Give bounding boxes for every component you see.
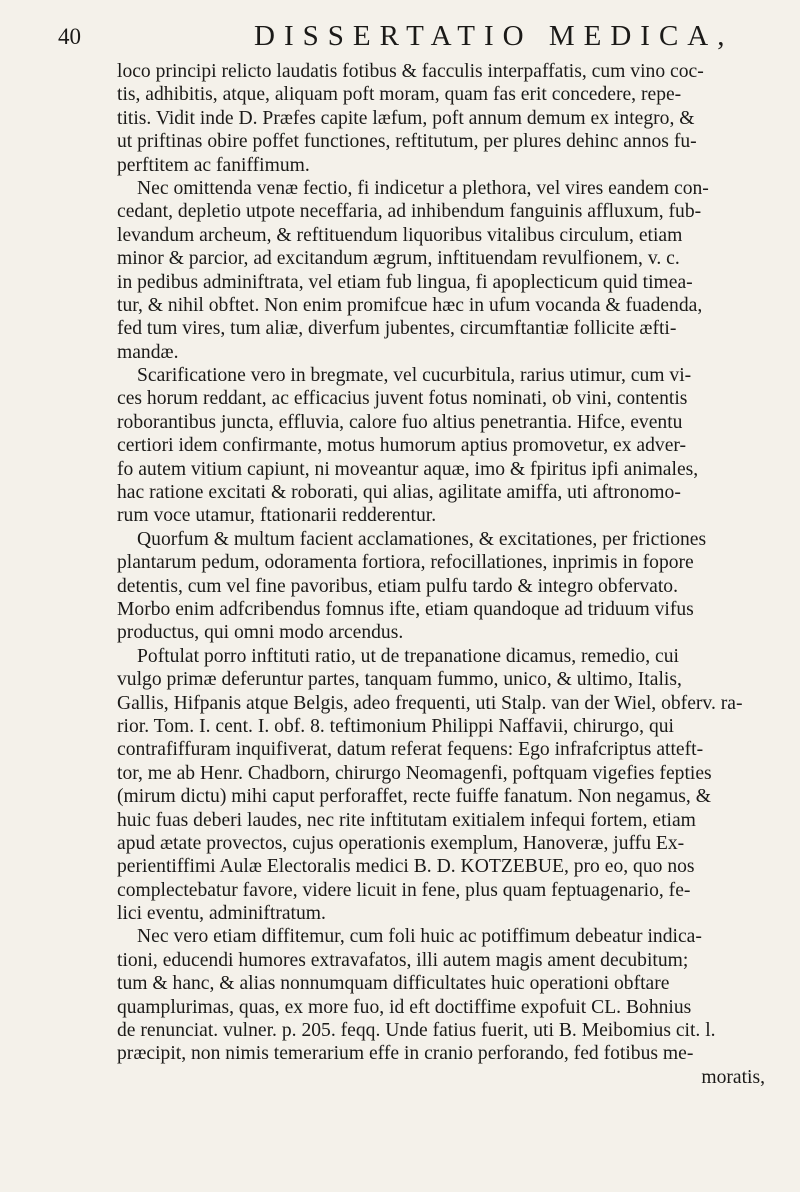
text-line: tum & hanc, & alias nonnumquam difficultates huic operationi obftare xyxy=(117,973,670,995)
text-line: perftitem ac faniffimum. xyxy=(117,154,310,176)
text-line: tioni, educendi humores extravafatos, illi autem magis ament decubitum; xyxy=(117,949,689,971)
catchword: moratis, xyxy=(701,1066,765,1088)
text-line: detentis, cum vel fine pavoribus, etiam pulfu tardo & integro obfervato. xyxy=(117,575,678,597)
text-line: Scarificatione vero in bregmate, vel cucurbitula, rarius utimur, cum vi- xyxy=(137,365,692,387)
text-line: in pedibus adminiftrata, vel etiam fub lingua, fi apoplecticum quid timea- xyxy=(117,271,693,293)
text-line: complectebatur favore, videre licuit in fene, plus quam feptuagenario, fe- xyxy=(117,879,691,901)
page-number: 40 xyxy=(58,24,81,49)
text-line: hac ratione excitati & roborati, qui alias, agilitate amiffa, uti aftronomo- xyxy=(117,482,681,504)
text-line: loco principi relicto laudatis fotibus & facculis interpaffatis, cum vino coc- xyxy=(117,61,704,82)
text-line: rior. Tom. I. cent. I. obf. 8. teftimonium Philippi Naffavii, chirurgo, qui xyxy=(117,715,674,737)
text-line: tor, me ab Henr. Chadborn, chirurgo Neomagenfi, poftquam vigefies fepties xyxy=(117,762,712,784)
text-line: Nec omittenda venæ fectio, fi indicetur a plethora, vel vires eandem con- xyxy=(137,177,709,199)
text-line: ces horum reddant, ac efficacius juvent fotus nominati, ob vini, contentis xyxy=(117,388,688,410)
text-line: lici eventu, adminiftratum. xyxy=(117,903,326,925)
text-line: minor & parcior, ad excitandum ægrum, inftituendam revulfionem, v. c. xyxy=(117,248,680,270)
text-line: certiori idem confirmante, motus humorum aptius promovetur, ex adver- xyxy=(117,435,687,457)
text-line: productus, qui omni modo arcendus. xyxy=(117,622,404,644)
text-line: rum voce utamur, ftationarii redderentur. xyxy=(117,505,437,527)
text-line: Morbo enim adfcribendus fomnus ifte, etiam quandoque ad triduum vifus xyxy=(117,598,694,620)
text-line: tur, & nihil obftet. Non enim promifcue hæc in ufum vocanda & fuadenda, xyxy=(117,294,703,316)
page-header xyxy=(58,18,758,58)
text-line: huic fuas deberi laudes, nec rite inftitutam exitialem infequi fortem, etiam xyxy=(117,809,696,831)
text-line: fed tum vires, tum aliæ, diverfum jubentes, circumftantiæ follicite æfti- xyxy=(117,318,677,340)
text-line: Quorfum & multum facient acclamationes, & excitationes, per frictiones xyxy=(137,528,707,550)
text-line: de renunciat. vulner. p. 205. feqq. Unde fatius fuerit, uti B. Meibomius cit. l. xyxy=(117,1020,716,1042)
text-line: tis, adhibitis, atque, aliquam poft moram, quam fas erit concedere, repe- xyxy=(117,84,682,106)
text-line: perientiffimi Aulæ Electoralis medici B. D. KOTZEBUE, pro eo, quo nos xyxy=(117,856,695,878)
text-line: quamplurimas, quas, ex more fuo, id eft doctiffime expofuit CL. Bohnius xyxy=(117,996,692,1018)
text-line: cedant, depletio utpote neceffaria, ad inhibendum fanguinis affluxum, fub- xyxy=(117,201,702,223)
text-line: plantarum pedum, odoramenta fortiora, refocillationes, inprimis in fopore xyxy=(117,552,694,574)
text-line: levandum archeum, & reftituendum liquoribus vitalibus circulum, etiam xyxy=(117,224,683,246)
text-line: præcipit, non nimis temerarium effe in cranio perforando, fed fotibus me- xyxy=(117,1043,694,1065)
text-line: contrafiffuram inquifiverat, datum referat fequens: Ego infrafcriptus atteft- xyxy=(117,739,704,761)
text-line: ut priftinas obire poffet functiones, reftitutum, per plures dehinc annos fu- xyxy=(117,131,697,153)
text-line: Nec vero etiam diffitemur, cum foli huic ac potiffimum debeatur indica- xyxy=(137,926,702,948)
text-line: apud ætate provectos, cujus operationis exemplum, Hanoveræ, juffu Ex- xyxy=(117,832,685,854)
text-line: vulgo primæ deferuntur partes, tanquam fummo, unico, & ultimo, Italis, xyxy=(117,669,682,691)
text-line: titis. Vidit inde D. Præfes capite læfum, poft annum demum ex integro, & xyxy=(117,107,695,129)
text-line: roborantibus juncta, effluvia, calore fuo altius penetrantia. Hifce, eventu xyxy=(117,411,683,433)
text-line: fo autem vitium capiunt, ni moveantur aquæ, imo & fpiritus ipfi animales, xyxy=(117,458,699,480)
body-text xyxy=(117,60,777,1089)
text-line: mandæ. xyxy=(117,341,179,363)
running-title: DISSERTATIO MEDICA, xyxy=(254,20,734,52)
text-line: (mirum dictu) mihi caput perforaffet, recte fuiffe fanatum. Non negamus, & xyxy=(117,786,711,808)
text-line: Poftulat porro inftituti ratio, ut de trepanatione dicamus, remedio, cui xyxy=(137,645,679,667)
text-line: Gallis, Hifpanis atque Belgis, adeo frequenti, uti Stalp. van der Wiel, obferv. ra- xyxy=(117,692,743,714)
